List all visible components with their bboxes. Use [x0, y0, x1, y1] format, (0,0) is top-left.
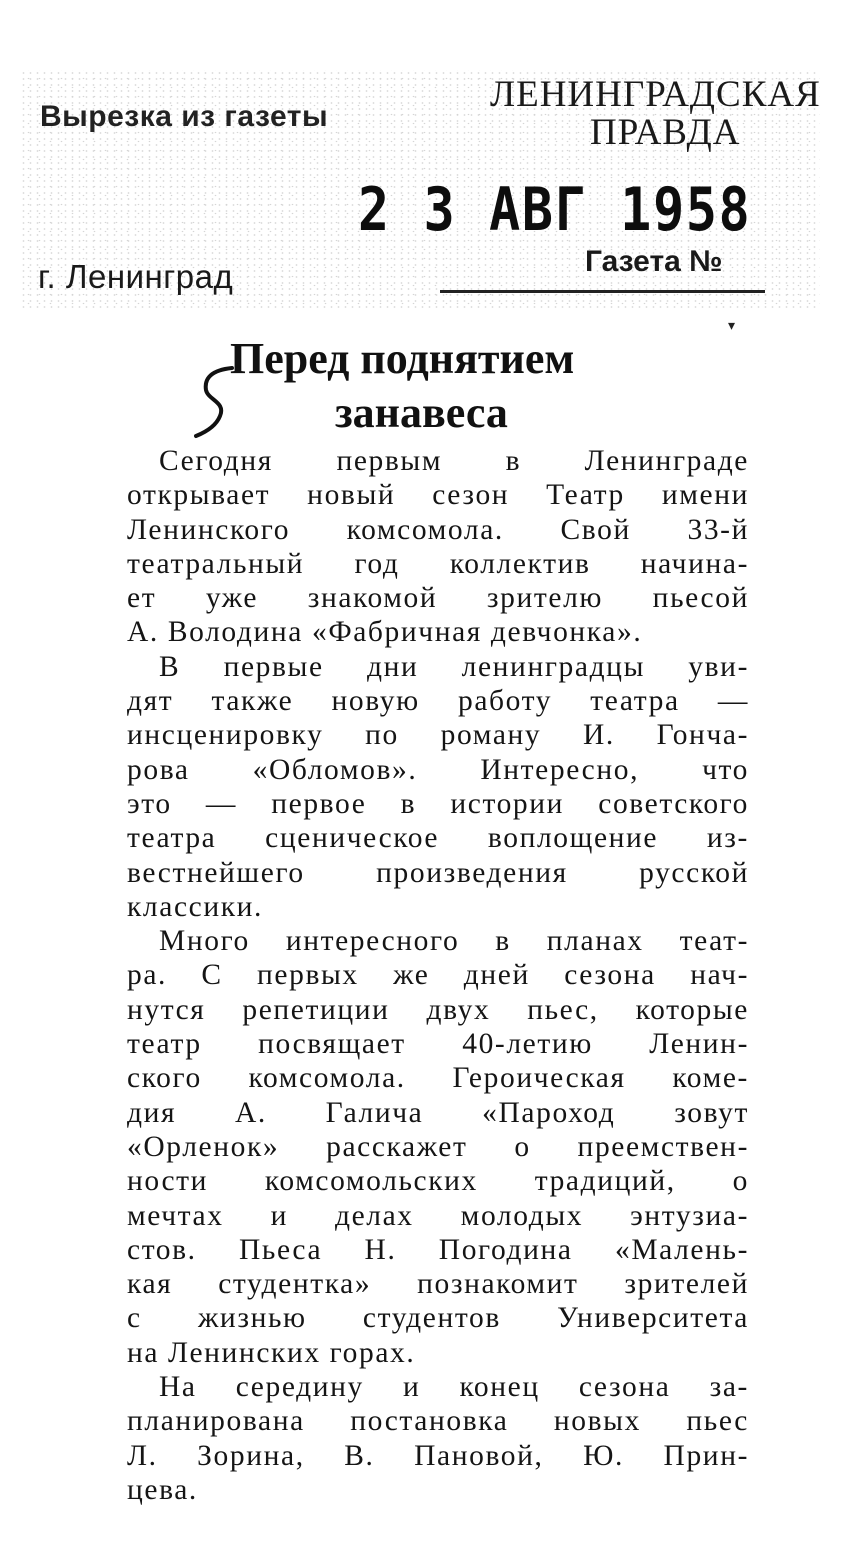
- article-line: ского комсомола. Героическая коме-: [127, 1062, 749, 1095]
- pencil-tick-mark: ▾: [728, 318, 736, 334]
- article-line: с жизнью студентов Университета: [127, 1302, 749, 1335]
- article-line: Л. Зорина, В. Пановой, Ю. Прин-: [127, 1439, 749, 1472]
- article-line: Ленинского комсомола. Свой 33-й: [127, 513, 749, 546]
- date-stamp: 2 3 АВГ 1958: [358, 175, 752, 245]
- article-line: классики.: [127, 890, 264, 923]
- article-paragraph: [127, 650, 749, 924]
- pencil-mark-icon: [182, 360, 242, 440]
- newspaper-number-label: Газета №: [585, 245, 723, 278]
- article-paragraph: [127, 1370, 749, 1507]
- clipping-stamp-label: Вырезка из газеты: [40, 100, 329, 133]
- headline-line2: занавеса: [335, 388, 508, 437]
- newspaper-name: [490, 76, 840, 152]
- article-paragraph: [127, 444, 749, 650]
- article-line: дят также новую работу театра —: [127, 685, 749, 718]
- article-line: открывает новый сезон Театр имени: [127, 479, 749, 512]
- article-line: кая студентка» познакомит зрителей: [127, 1268, 749, 1301]
- article-body: [127, 444, 749, 1507]
- newspaper-name-line2: ПРАВДА: [590, 112, 741, 153]
- city-label: г. Ленинград: [38, 258, 234, 295]
- article-line: цева.: [127, 1473, 198, 1506]
- article-line: рова «Обломов». Интересно, что: [127, 753, 749, 786]
- article-line: «Орленок» расскажет о преемствен-: [127, 1130, 749, 1163]
- article-line: ности комсомольских традиций, о: [127, 1165, 749, 1198]
- article-line: ет уже знакомой зрителю пьесой: [127, 582, 749, 615]
- article-line: на Ленинских горах.: [127, 1336, 416, 1369]
- article-line: планирована постановка новых пьес: [127, 1405, 749, 1438]
- article-line: это — первое в истории советского: [127, 787, 749, 820]
- article-line: вестнейшего произведения русской: [127, 856, 749, 889]
- article-line: театра сценическое воплощение из-: [127, 822, 749, 855]
- article-paragraph: [127, 924, 749, 1370]
- article-line: Сегодня первым в Ленинграде: [159, 445, 749, 477]
- article-line: театральный год коллектив начина-: [127, 547, 749, 580]
- header-rule: [440, 290, 765, 293]
- article-line: Много интересного в планах теат-: [159, 925, 749, 958]
- headline-line1: Перед поднятием: [230, 334, 575, 383]
- newspaper-name-line1: ЛЕНИНГРАДСКАЯ: [490, 74, 821, 115]
- article-line: ра. С первых же дней сезона нач-: [127, 959, 749, 992]
- article-line: театр посвящает 40-летию Ленин-: [127, 1028, 749, 1061]
- article-line: А. Володина «Фабричная девчонка».: [127, 616, 643, 649]
- article-line: инсценировку по роману И. Гонча-: [127, 719, 749, 752]
- article-line: стов. Пьеса Н. Погодина «Малень-: [127, 1233, 749, 1266]
- article-line: нутся репетиции двух пьес, которые: [127, 993, 749, 1026]
- article-line: мечтах и делах молодых энтузиа-: [127, 1199, 749, 1232]
- article-line: дия А. Галича «Пароход зовут: [127, 1096, 749, 1129]
- article-line: В первые дни ленинградцы уви-: [159, 650, 749, 683]
- article-line: На середину и конец сезона за-: [159, 1371, 749, 1404]
